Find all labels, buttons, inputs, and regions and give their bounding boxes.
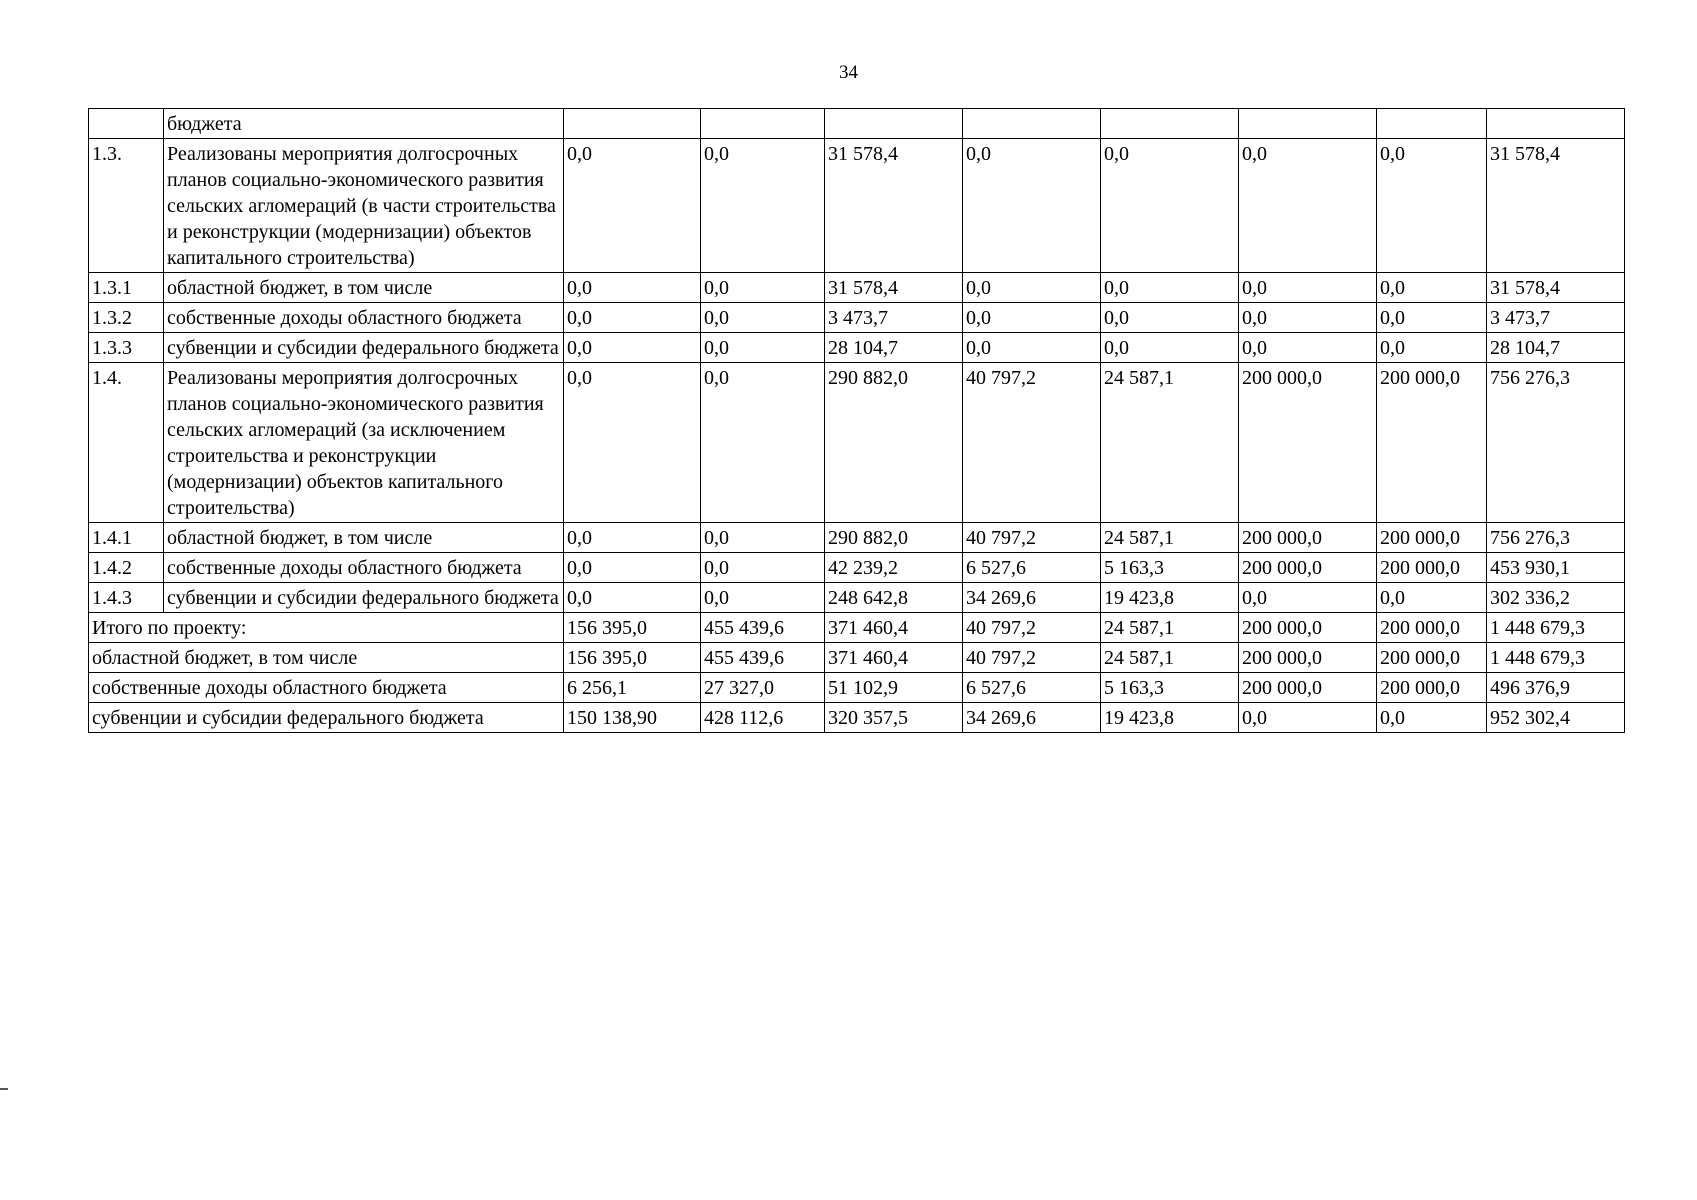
value-cell: 428 112,6 [701, 703, 825, 733]
value-cell: 40 797,2 [963, 613, 1101, 643]
value-cell: 24 587,1 [1101, 613, 1239, 643]
value-cell: 156 395,0 [564, 613, 701, 643]
value-cell [963, 109, 1101, 139]
value-cell: 200 000,0 [1239, 363, 1377, 523]
row-description: субвенции и субсидии федерального бюджета [164, 333, 564, 363]
value-cell: 6 256,1 [564, 673, 701, 703]
value-cell: 0,0 [1377, 333, 1487, 363]
value-cell: 0,0 [564, 553, 701, 583]
value-cell: 0,0 [1239, 333, 1377, 363]
value-cell: 0,0 [701, 523, 825, 553]
value-cell: 24 587,1 [1101, 643, 1239, 673]
value-cell: 200 000,0 [1377, 613, 1487, 643]
value-cell [825, 109, 963, 139]
value-cell: 40 797,2 [963, 363, 1101, 523]
row-number: 1.4.1 [89, 523, 164, 553]
value-cell: 27 327,0 [701, 673, 825, 703]
table-row [89, 553, 1625, 583]
value-cell: 28 104,7 [825, 333, 963, 363]
margin-mark [0, 1088, 8, 1090]
row-description: субвенции и субсидии федерального бюджета [164, 583, 564, 613]
value-cell [1377, 109, 1487, 139]
value-cell: 200 000,0 [1377, 363, 1487, 523]
table-body [89, 109, 1625, 733]
total-row [89, 613, 1625, 643]
row-description: бюджета [164, 109, 564, 139]
value-cell: 0,0 [1377, 303, 1487, 333]
row-number: 1.3.3 [89, 333, 164, 363]
total-label: областной бюджет, в том числе [89, 643, 564, 673]
value-cell: 0,0 [1239, 273, 1377, 303]
value-cell: 156 395,0 [564, 643, 701, 673]
table-row [89, 303, 1625, 333]
value-cell: 0,0 [1239, 703, 1377, 733]
total-row [89, 703, 1625, 733]
value-cell: 0,0 [701, 583, 825, 613]
row-description: областной бюджет, в том числе [164, 273, 564, 303]
value-cell: 320 357,5 [825, 703, 963, 733]
value-cell: 0,0 [1239, 139, 1377, 273]
table-row [89, 139, 1625, 273]
value-cell: 371 460,4 [825, 613, 963, 643]
value-cell: 40 797,2 [963, 523, 1101, 553]
value-cell [701, 109, 825, 139]
value-cell: 0,0 [564, 303, 701, 333]
value-cell: 453 930,1 [1487, 553, 1625, 583]
value-cell: 200 000,0 [1239, 553, 1377, 583]
value-cell: 31 578,4 [1487, 273, 1625, 303]
row-number: 1.4.2 [89, 553, 164, 583]
value-cell: 0,0 [1377, 703, 1487, 733]
value-cell: 290 882,0 [825, 363, 963, 523]
total-label: собственные доходы областного бюджета [89, 673, 564, 703]
value-cell: 0,0 [1377, 139, 1487, 273]
value-cell [1487, 109, 1625, 139]
value-cell: 0,0 [701, 139, 825, 273]
value-cell: 0,0 [1101, 303, 1239, 333]
value-cell: 0,0 [963, 333, 1101, 363]
value-cell: 0,0 [564, 273, 701, 303]
value-cell: 0,0 [963, 139, 1101, 273]
value-cell: 150 138,90 [564, 703, 701, 733]
row-description: собственные доходы областного бюджета [164, 303, 564, 333]
value-cell [564, 109, 701, 139]
row-description: областной бюджет, в том числе [164, 523, 564, 553]
value-cell: 34 269,6 [963, 703, 1101, 733]
table-row [89, 583, 1625, 613]
value-cell: 0,0 [1377, 273, 1487, 303]
value-cell [1101, 109, 1239, 139]
value-cell: 0,0 [1101, 333, 1239, 363]
value-cell: 6 527,6 [963, 673, 1101, 703]
value-cell: 952 302,4 [1487, 703, 1625, 733]
value-cell: 0,0 [1377, 583, 1487, 613]
value-cell: 6 527,6 [963, 553, 1101, 583]
value-cell: 0,0 [701, 303, 825, 333]
value-cell: 19 423,8 [1101, 703, 1239, 733]
value-cell: 496 376,9 [1487, 673, 1625, 703]
value-cell [1239, 109, 1377, 139]
row-description: Реализованы мероприятия долгосрочных планов социально-экономического развития сельских агломераций (за исключением строительства и реконструкции (модернизации) объектов капитального строительства) [164, 363, 564, 523]
value-cell: 0,0 [1101, 273, 1239, 303]
value-cell: 1 448 679,3 [1487, 613, 1625, 643]
value-cell: 0,0 [564, 523, 701, 553]
value-cell: 31 578,4 [825, 273, 963, 303]
table-row [89, 109, 1625, 139]
value-cell: 0,0 [701, 333, 825, 363]
table-row [89, 333, 1625, 363]
value-cell: 42 239,2 [825, 553, 963, 583]
value-cell: 0,0 [701, 553, 825, 583]
value-cell: 200 000,0 [1377, 673, 1487, 703]
value-cell: 1 448 679,3 [1487, 643, 1625, 673]
value-cell: 0,0 [564, 583, 701, 613]
row-number: 1.3.2 [89, 303, 164, 333]
value-cell: 756 276,3 [1487, 363, 1625, 523]
value-cell: 0,0 [701, 363, 825, 523]
row-number [89, 109, 164, 139]
row-number: 1.3.1 [89, 273, 164, 303]
value-cell: 455 439,6 [701, 643, 825, 673]
value-cell: 3 473,7 [1487, 303, 1625, 333]
value-cell: 0,0 [963, 273, 1101, 303]
value-cell: 31 578,4 [1487, 139, 1625, 273]
table-row [89, 273, 1625, 303]
value-cell: 0,0 [1101, 139, 1239, 273]
row-description: Реализованы мероприятия долгосрочных планов социально-экономического развития сельских агломераций (в части строительства и реконструкции (модернизации) объектов капитального строительства) [164, 139, 564, 273]
value-cell: 28 104,7 [1487, 333, 1625, 363]
row-description: собственные доходы областного бюджета [164, 553, 564, 583]
total-label: Итого по проекту: [89, 613, 564, 643]
value-cell: 200 000,0 [1377, 553, 1487, 583]
page-number: 34 [839, 62, 858, 83]
value-cell: 0,0 [963, 303, 1101, 333]
value-cell: 31 578,4 [825, 139, 963, 273]
value-cell: 200 000,0 [1239, 613, 1377, 643]
value-cell: 200 000,0 [1239, 673, 1377, 703]
total-row [89, 643, 1625, 673]
value-cell: 200 000,0 [1239, 523, 1377, 553]
table-row [89, 363, 1625, 523]
value-cell: 19 423,8 [1101, 583, 1239, 613]
value-cell: 200 000,0 [1239, 643, 1377, 673]
value-cell: 34 269,6 [963, 583, 1101, 613]
value-cell: 302 336,2 [1487, 583, 1625, 613]
value-cell: 756 276,3 [1487, 523, 1625, 553]
value-cell: 5 163,3 [1101, 673, 1239, 703]
value-cell: 248 642,8 [825, 583, 963, 613]
row-number: 1.3. [89, 139, 164, 273]
value-cell: 200 000,0 [1377, 523, 1487, 553]
total-row [89, 673, 1625, 703]
budget-table [88, 108, 1625, 733]
value-cell: 371 460,4 [825, 643, 963, 673]
total-label: субвенции и субсидии федерального бюджета [89, 703, 564, 733]
table-row [89, 523, 1625, 553]
value-cell: 5 163,3 [1101, 553, 1239, 583]
value-cell: 0,0 [1239, 583, 1377, 613]
value-cell: 0,0 [1239, 303, 1377, 333]
value-cell: 0,0 [564, 139, 701, 273]
value-cell: 455 439,6 [701, 613, 825, 643]
value-cell: 24 587,1 [1101, 523, 1239, 553]
value-cell: 200 000,0 [1377, 643, 1487, 673]
value-cell: 290 882,0 [825, 523, 963, 553]
value-cell: 24 587,1 [1101, 363, 1239, 523]
value-cell: 3 473,7 [825, 303, 963, 333]
value-cell: 51 102,9 [825, 673, 963, 703]
value-cell: 0,0 [564, 333, 701, 363]
value-cell: 0,0 [564, 363, 701, 523]
value-cell: 0,0 [701, 273, 825, 303]
row-number: 1.4.3 [89, 583, 164, 613]
row-number: 1.4. [89, 363, 164, 523]
value-cell: 40 797,2 [963, 643, 1101, 673]
